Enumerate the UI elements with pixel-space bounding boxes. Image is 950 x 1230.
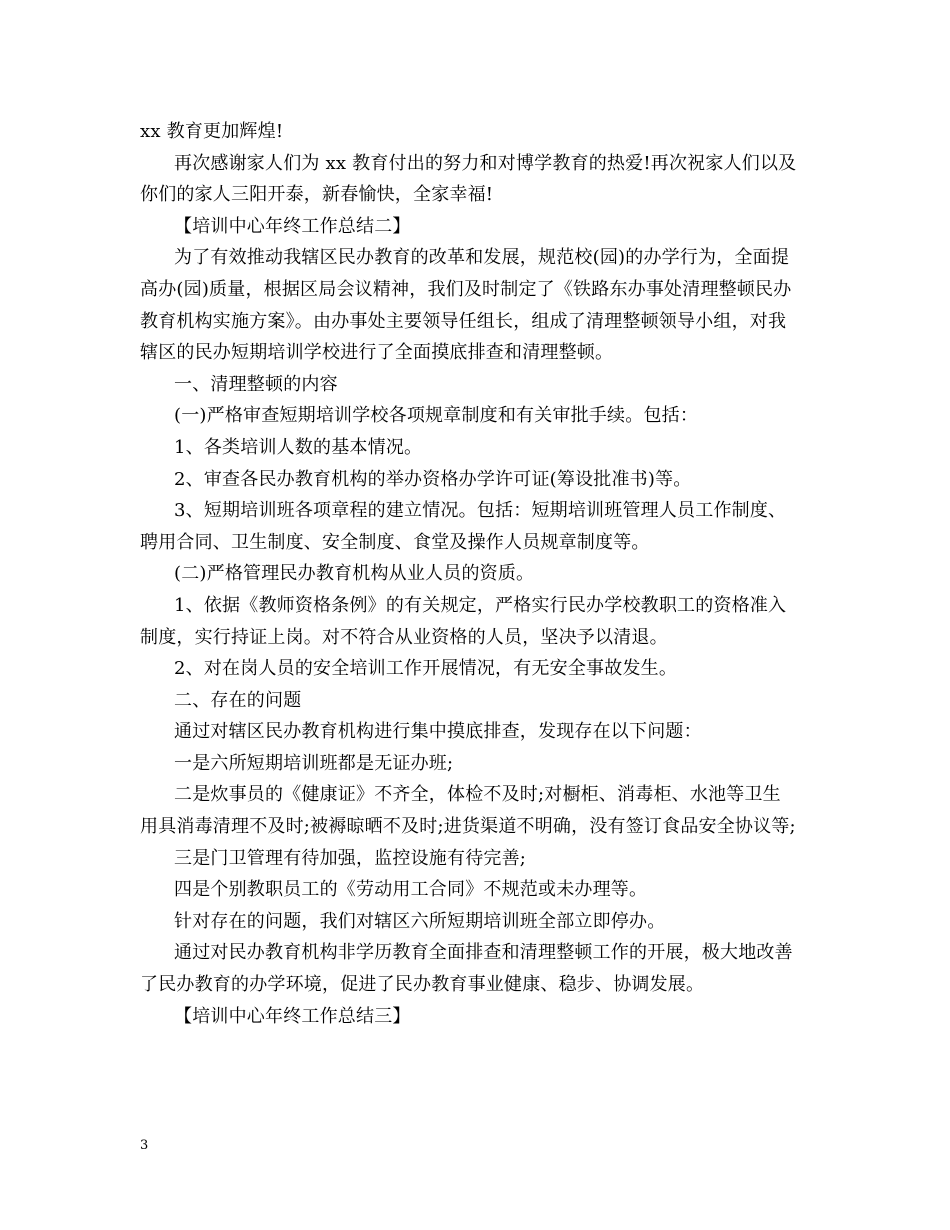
text-line: (一)严格审查短期培训学校各项规章制度和有关审批手续。包括： [174, 405, 699, 427]
text-line: 3、短期培训班各项章程的建立情况。包括：短期培训班管理人员工作制度、 [174, 500, 787, 522]
text-line: 四是个别教职员工的《劳动用工合同》不规范或未办理等。 [174, 879, 648, 901]
text-line: 辖区的民办短期培训学校进行了全面摸底排查和清理整顿。 [140, 342, 614, 364]
text-line: 二、存在的问题 [174, 689, 302, 711]
text-line: 1、各类培训人数的基本情况。 [174, 436, 423, 458]
text-line: 教育机构实施方案》。由办事处主要领导任组长，组成了清理整顿领导小组，对我 [140, 310, 787, 332]
text-line: 通过对辖区民办教育机构进行集中摸底排查，发现存在以下问题： [174, 721, 702, 743]
text-line: 高办(园)质量，根据区局会议精神，我们及时制定了《铁路东办事处清理整顿民办 [140, 278, 792, 300]
text-line: 为了有效推动我辖区民办教育的改革和发展，规范校(园)的办学行为，全面提 [174, 247, 790, 269]
text-line: 2、对在岗人员的安全培训工作开展情况，有无安全事故发生。 [174, 658, 678, 680]
text-line: 【培训中心年终工作总结二】 [174, 215, 411, 237]
text-line: 三是门卫管理有待加强，监控设施有待完善; [174, 847, 527, 869]
text-line: 制度，实行持证上岗。对不符合从业资格的人员，坚决予以清退。 [140, 626, 668, 648]
text-line: 再次感谢家人们为 xx 教育付出的努力和对博学教育的热爱!再次祝家人们以及 [174, 152, 797, 174]
text-line: 你们的家人三阳开泰，新春愉快，全家幸福! [140, 184, 494, 206]
text-line: 聘用合同、卫生制度、安全制度、食堂及操作人员规章制度等。 [140, 531, 650, 553]
text-line: xx 教育更加辉煌! [140, 121, 284, 142]
text-line: 用具消毒清理不及时;被褥晾晒不及时;进货渠道不明确，没有签订食品安全协议等; [140, 816, 796, 838]
text-line: 2、审查各民办教育机构的举办资格办学许可证(筹设批准书)等。 [174, 468, 692, 490]
text-line: 二是炊事员的《健康证》不齐全，体检不及时;对橱柜、消毒柜、水池等卫生 [174, 784, 781, 806]
page-number: 3 [140, 1138, 149, 1153]
text-line: (二)严格管理民办教育机构从业人员的资质。 [174, 563, 535, 585]
text-line: 1、依据《教师资格条例》的有关规定，严格实行民办学校教职工的资格准入 [174, 594, 787, 616]
text-line: 针对存在的问题，我们对辖区六所短期培训班全部立即停办。 [174, 910, 666, 932]
document-body [140, 116, 818, 1032]
text-line: 通过对民办教育机构非学历教育全面排查和清理整顿工作的开展，极大地改善 [174, 942, 793, 964]
text-line: 一是六所短期培训班都是无证办班; [174, 752, 454, 774]
text-line: 了民办教育的办学环境，促进了民办教育事业健康、稳步、协调发展。 [140, 974, 705, 996]
text-line: 一、清理整顿的内容 [174, 373, 338, 395]
text-line: 【培训中心年终工作总结三】 [174, 1005, 411, 1027]
